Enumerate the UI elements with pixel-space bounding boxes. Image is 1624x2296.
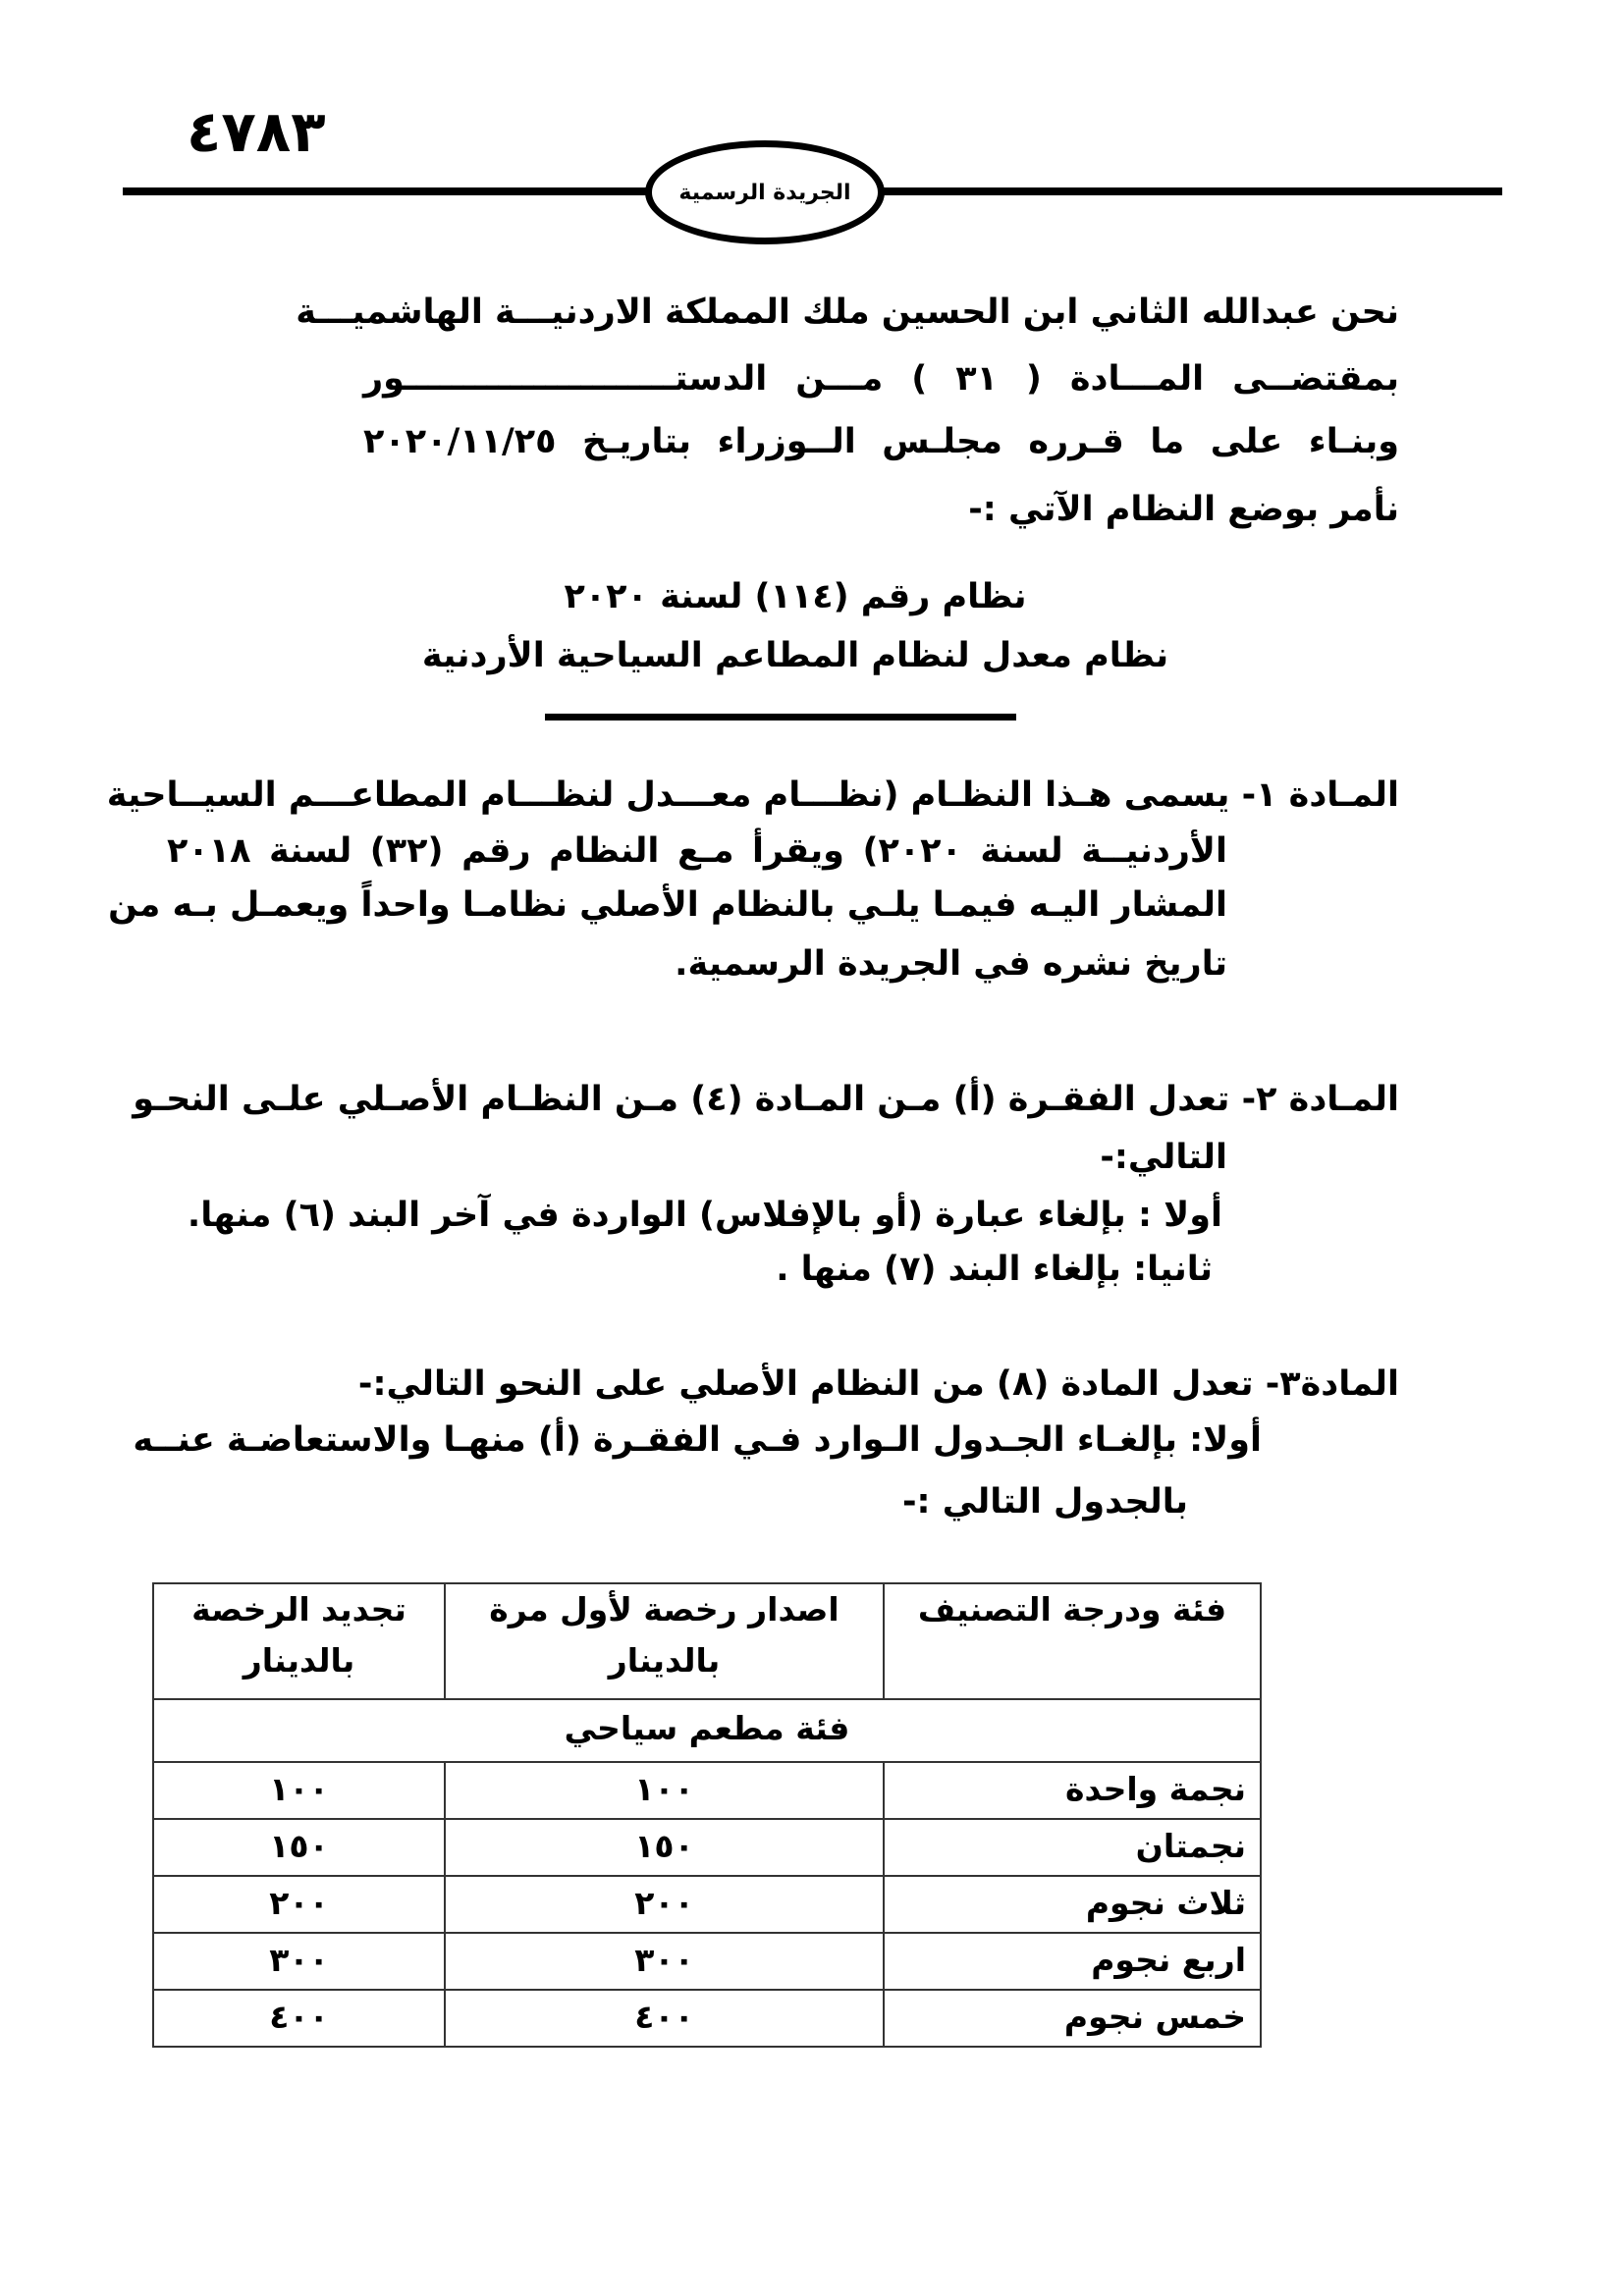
preamble-line: نحن عبدالله الثاني ابن الحسين ملك المملكة الاردنيـــة الهاشميـــة bbox=[296, 293, 1399, 332]
article3-line: بالجدول التالي :- bbox=[901, 1482, 1188, 1522]
article3-line: المادة٣- تعدل المادة (٨) من النظام الأصلي على النحو التالي:- bbox=[357, 1364, 1399, 1404]
cell-renewal-fee: ٤٠٠ bbox=[153, 1990, 445, 2047]
table-row bbox=[153, 1990, 1261, 2047]
article2-line: ثانيا: بإلغاء البند (٧) منها . bbox=[776, 1250, 1213, 1289]
cell-class: نجمتان bbox=[884, 1819, 1261, 1876]
article1-line: الأردنيــة لسنة ٢٠٢٠) ويقرأ مـع النظام رقم (٣٢) لسنة ٢٠١٨ bbox=[167, 831, 1227, 871]
table-header-row bbox=[153, 1583, 1261, 1699]
regulation-number: نظام رقم (١١٤) لسنة ٢٠٢٠ bbox=[564, 577, 1027, 616]
article1-line: المـادة ١- يسمى هـذا النظـام (نظـــام معـــدل لنظـــام المطاعـــم السيــاحية bbox=[106, 775, 1399, 815]
cell-issue-fee: ٤٠٠ bbox=[445, 1990, 884, 2047]
table-row bbox=[153, 1819, 1261, 1876]
page-number: ٤٧٨٣ bbox=[187, 98, 326, 165]
cell-class: ثلاث نجوم bbox=[884, 1876, 1261, 1933]
header-category: فئة ودرجة التصنيف bbox=[884, 1583, 1261, 1699]
title-rule bbox=[545, 714, 1016, 721]
header-renewal-fee: تجديد الرخصة بالدينار bbox=[153, 1583, 445, 1699]
article3-line: أولا: بإلغـاء الجـدول الـوارد فـي الفقـرة (أ) منهـا والاستعاضـة عنــه bbox=[133, 1420, 1262, 1460]
cell-renewal-fee: ١٠٠ bbox=[153, 1762, 445, 1819]
cell-issue-fee: ١٥٠ bbox=[445, 1819, 884, 1876]
cell-class: نجمة واحدة bbox=[884, 1762, 1261, 1819]
cell-issue-fee: ٣٠٠ bbox=[445, 1933, 884, 1990]
regulation-title: نظام معدل لنظام المطاعم السياحية الأردنية bbox=[421, 636, 1169, 675]
preamble-line: وبنـاء على ما قـرره مجلـس الــوزراء بتاريـخ ٢٠٢٠/١١/٢٥ bbox=[363, 422, 1399, 461]
category-label: فئة مطعم سياحي bbox=[153, 1699, 1261, 1762]
cell-issue-fee: ٢٠٠ bbox=[445, 1876, 884, 1933]
preamble-line: بمقتضــى المـــادة ( ٣١ ) مـــن الدستـــــــــــــــــــــــور bbox=[363, 359, 1399, 399]
cell-class: اربع نجوم bbox=[884, 1933, 1261, 1990]
cell-renewal-fee: ١٥٠ bbox=[153, 1819, 445, 1876]
article2-line: المـادة ٢- تعدل الفقـرة (أ) مـن المـادة (٤) مـن النظـام الأصـلي علـى النحـو bbox=[133, 1080, 1399, 1119]
table-row bbox=[153, 1762, 1261, 1819]
article2-line: أولا : بإلغاء عبارة (أو بالإفلاس) الواردة في آخر البند (٦) منها. bbox=[187, 1196, 1222, 1235]
header-issue-fee: اصدار رخصة لأول مرة بالدينار bbox=[445, 1583, 884, 1699]
article2-line: التالي:- bbox=[1100, 1138, 1227, 1177]
table-category-row bbox=[153, 1699, 1261, 1762]
cell-class: خمس نجوم bbox=[884, 1990, 1261, 2047]
cell-issue-fee: ١٠٠ bbox=[445, 1762, 884, 1819]
cell-renewal-fee: ٢٠٠ bbox=[153, 1876, 445, 1933]
fees-table bbox=[152, 1582, 1262, 2048]
article1-line: المشار اليـه فيمـا يلـي بالنظام الأصلي نظامـا واحداً ويعمـل بـه من bbox=[108, 885, 1227, 925]
cell-renewal-fee: ٣٠٠ bbox=[153, 1933, 445, 1990]
preamble-line: نأمر بوضع النظام الآتي :- bbox=[968, 490, 1399, 529]
table-row bbox=[153, 1876, 1261, 1933]
gazette-title: الجريدة الرسمية bbox=[678, 180, 851, 205]
gazette-seal bbox=[645, 140, 885, 244]
table-row bbox=[153, 1933, 1261, 1990]
article1-line: تاريخ نشره في الجريدة الرسمية. bbox=[675, 944, 1227, 984]
